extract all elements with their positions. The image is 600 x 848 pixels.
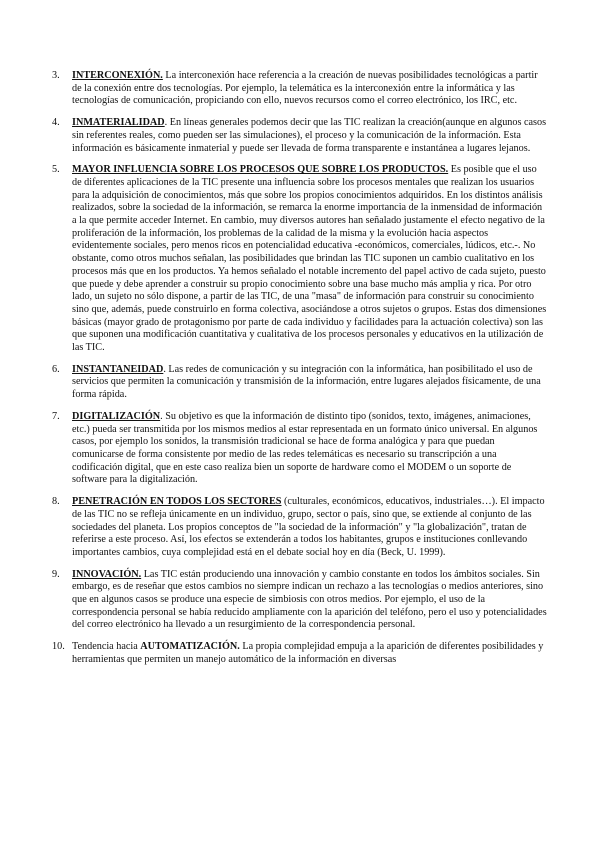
- item-keyword: INMATERIALIDAD: [72, 117, 165, 129]
- list-item-penetracion: [52, 496, 548, 560]
- list-item-digitalizacion: [52, 411, 548, 487]
- item-text: [72, 164, 548, 355]
- item-keyword: INNOVACIÓN.: [72, 568, 142, 580]
- item-text: [72, 496, 548, 560]
- item-text: [72, 569, 548, 633]
- item-number: 4.: [52, 117, 60, 129]
- list-item-automatizacion: [52, 641, 548, 666]
- item-text: [72, 117, 548, 155]
- item-body: Es posible que el uso de diferentes aplicaciones de la TIC presente una influencia sobre los procesos mentales que realizan los usuarios para la adquisición de conocimientos, más que sobre los propios conocimientos adquiridos. En los distintos análisis realizados, sobre la sociedad de la información, se remarca la enorme importancia de la inmensidad de información a la que permite acceder Internet. En cambio, muy diversos autores han señalado justamente el efecto negativo de la proliferación de la información, los problemas de la calidad de la misma y la evolución hacia aspectos evidentemente sociales, pero menos ricos en potencialidad educativa -económicos, comerciales, lúdicos, etc.-. No obstante, como otros muchos señalan, las posibilidades que brindan las TIC suponen un cambio cualitativo en los procesos más que en los productos. Ya hemos señalado el notable incremento del papel activo de cada sujeto, puesto que puede y debe aprender a construir su propio conocimiento sobre una base mucho más amplia y rica. Por otro lado, un sujeto no sólo dispone, a partir de las TIC, de una "masa" de información para construir su conocimiento sino que, además, puede construirlo en forma colectiva, asociándose a otros sujetos o grupos. Estas dos dimensiones básicas (mayor grado de protagonismo por parte de cada individuo y facilidades para la actuación colectiva) son las que suponen una modificación cuantitativa y cualitativa de los procesos personales y educativos en la utilización de las TIC.: [72, 164, 547, 354]
- item-number: 10.: [52, 641, 65, 653]
- item-prefix: Tendencia hacia: [72, 641, 141, 653]
- item-keyword: INSTANTANEIDAD: [72, 363, 164, 375]
- item-body: La interconexión hace referencia a la creación de nuevas posibilidades tecnológicas a partir de la conexión entre dos tecnologías. Por ejemplo, la telemática es la interconexión entre la informática y las tecnologías de comunicación, propiciando con ello, nuevos recursos como el correo electrónico, los IRC, etc.: [72, 70, 538, 107]
- item-number: 9.: [52, 568, 60, 580]
- list-item-instantaneidad: [52, 364, 548, 402]
- item-text: [72, 641, 548, 666]
- item-body: Las TIC están produciendo una innovación y cambio constante en todos los ámbitos sociales. Sin embargo, es de reseñar que estos cambios no siempre indican un rechazo a las tecnologías o medios anteriores, sino que en algunos casos se produce una especie de simbiosis con otros medios. Por ejemplo, el uso de la correspondencia personal se había reducido ampliamente con la aparición del teléfono, pero el uso y potencialidades del correo electrónico ha llevado a un resurgimiento de la correspondencia personal.: [72, 568, 547, 631]
- item-body: La propia complejidad empuja a la aparición de diferentes posibilidades y herramientas que permiten un manejo automático de la información en diversas: [72, 641, 544, 665]
- item-text: [72, 70, 548, 108]
- item-keyword: PENETRACIÓN EN TODOS LOS SECTORES: [72, 496, 282, 508]
- list-item-interconexion: [52, 70, 548, 108]
- item-text: [72, 364, 548, 402]
- item-text: [72, 411, 548, 487]
- item-keyword: INTERCONEXIÓN.: [72, 70, 163, 81]
- item-keyword: AUTOMATIZACIÓN.: [140, 641, 240, 653]
- item-body: . En líneas generales podemos decir que las TIC realizan la creación(aunque en algunos casos sin referentes reales, como pueden ser las simulaciones), el proceso y la comunicación de la información. Esta información es básicamente inmaterial y puede ser llevada de forma transparente e instantánea a lugares lejanos.: [72, 117, 547, 154]
- item-body: (culturales, económicos, educativos, industriales…). El impacto de las TIC no se refleja únicamente en un individuo, grupo, sector o país, sino que, se extiende al conjunto de las sociedades del planeta. Los propios conceptos de "la sociedad de la información" y "la globalización", tratan de referirse a este proceso. Así, los efectos se extenderán a todos los habitantes, grupos e instituciones conllevando importantes cambios, cuya complejidad está en el debate social hoy en día (Beck, U. 1999).: [72, 496, 545, 558]
- item-keyword: DIGITALIZACIÓN: [72, 410, 161, 422]
- list-item-inmaterialidad: [52, 117, 548, 155]
- item-number: 6.: [52, 363, 60, 375]
- list-item-mayor-influencia: [52, 164, 548, 355]
- item-number: 7.: [52, 410, 60, 422]
- item-number: 3.: [52, 70, 60, 81]
- characteristics-list: [52, 70, 548, 676]
- item-number: 8.: [52, 496, 60, 508]
- list-item-innovacion: [52, 569, 548, 633]
- item-body: . Su objetivo es que la información de distinto tipo (sonidos, texto, imágenes, animaciones, etc.) pueda ser transmitida por los mismos medios al estar representada en un formato único universal. En algunos casos, por ejemplo los sonidos, la transmisión tradicional se hace de forma analógica y para que puedan comunicarse de forma consistente por medio de las redes telemáticas es necesario su transcripción a una codificación digital, que en este caso realiza bien un soporte de hardware como el MODEM o un soporte de software para la digitalización.: [72, 410, 538, 486]
- item-body: . Las redes de comunicación y su integración con la informática, han posibilitado el uso de servicios que permiten la comunicación y transmisión de la información, entre lugares alejados físicamente, de una forma rápida.: [72, 363, 541, 401]
- item-keyword: MAYOR INFLUENCIA SOBRE LOS PROCESOS QUE SOBRE LOS PRODUCTOS.: [72, 164, 449, 176]
- item-number: 5.: [52, 164, 60, 176]
